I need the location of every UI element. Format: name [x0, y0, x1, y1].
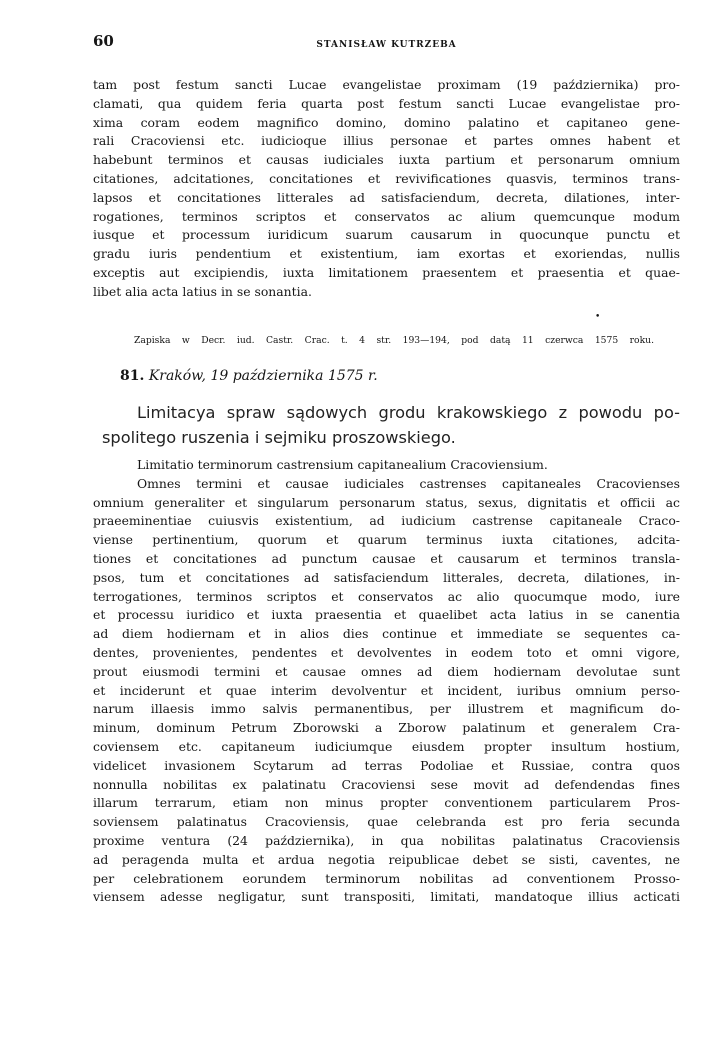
text-line: xima coram eodem magnifico domino, domino palatino et capitaneo gene-	[93, 114, 680, 130]
text-line: iusque et processum iuridicum suarum causarum in quocunque punctu et	[93, 227, 680, 243]
text-line: clamati, qua quidem feria quarta post festum sancti Lucae evangelistae pro-	[93, 95, 680, 111]
text-line: viense pertinentium, quorum et quarum terminus iuxta citationes, adcita-	[93, 532, 680, 548]
page-header	[93, 30, 680, 54]
text-line: rali Cracoviensi etc. iudicioque illius personae et partes omnes habent et	[93, 133, 680, 149]
text-line: tiones et concitationes ad punctum causae et causarum et terminos transla-	[93, 550, 680, 566]
text-line: gradu iuris pendentium et existentium, iam exortas et exoriendas, nullis	[93, 246, 680, 262]
title-line: spolitego ruszenia i sejmiku proszowskiego.	[102, 428, 456, 447]
text-line: ad peragenda multa et ardua negotia reipublicae debet se sisti, caventes, ne	[93, 851, 680, 867]
page-number: 60	[93, 32, 114, 50]
document-80-text	[93, 76, 680, 302]
text-line: prout eiusmodi termini et causae omnes ad diem hodiernam devolutae sunt	[93, 663, 680, 679]
text-line: per celebrationem eorundem terminorum nobilitas ad conventionem Prosso-	[93, 870, 680, 886]
text-line: lapsos et concitationes litterales ad satisfaciendum, decreta, dilationes, inter-	[93, 189, 680, 205]
text-line: rogationes, terminos scriptos et conservatos ac alium quemcunque modum	[93, 208, 680, 224]
text-line: et processu iuridico et iuxta praesentia et quaelibet acta latius in se canentia	[93, 607, 680, 623]
document-heading	[120, 368, 378, 384]
document-subtitle: Limitatio terminorum castrensium capitanealium Cracoviensium.	[137, 457, 548, 472]
text-line: proxime ventura (24 października), in qua nobilitas palatinatus Cracoviensis	[93, 832, 680, 848]
text-line: exceptis aut excipiendis, iuxta limitationem praesentem et praesentia et quae-	[93, 264, 680, 280]
source-note-block	[134, 332, 654, 350]
document-title	[102, 400, 680, 450]
text-line: nonnulla nobilitas ex palatinatu Cracoviensi sese movit ad defendendas fines	[93, 776, 680, 792]
running-title: STANISŁAW KUTRZEBA	[316, 40, 457, 50]
text-line: narum illaesis immo salvis permanentibus, per illustrem et magnificum do-	[93, 701, 680, 717]
text-line: coviensem etc. capitaneum iudiciumque eiusdem propter insultum hostium,	[93, 738, 680, 754]
text-line: viensem adesse negligatur, sunt transpositi, limitati, mandatoque illius acticati	[93, 889, 680, 905]
text-line: soviensem palatinatus Cracoviensis, quae celebranda est pro feria secunda	[93, 814, 680, 830]
text-line: tam post festum sancti Lucae evangelistae proximam (19 października) pro-	[93, 77, 680, 92]
text-line: terrogationes, terminos scriptos et conservatos ac alio quocumque modo, iure	[93, 588, 680, 604]
text-line: ad diem hodiernam et in alios dies continue et immediate se sequentes ca-	[93, 626, 680, 642]
text-line: psos, tum et concitationes ad satisfaciendum litterales, decreta, dilationes, in-	[93, 569, 680, 585]
text-line: habebunt terminos et causas iudiciales iuxta partium et personarum omnium	[93, 152, 680, 168]
text-line: minum, dominum Petrum Zborowski a Zborow palatinum et generalem Cra-	[93, 720, 680, 736]
text-line: libet alia acta latius in se sonantia.	[93, 283, 312, 299]
text-line: illarum terrarum, etiam non minus propter conventionem particularem Pros-	[93, 795, 680, 811]
text-line: praeeminentiae cuiusvis existentium, ad iudicium castrense capitaneale Craco-	[93, 513, 680, 529]
text-line: et inciderunt et quae interim devolventur et incident, iuribus omnium perso-	[93, 682, 680, 698]
source-note: Zapiska w Decr. iud. Castr. Crac. t. 4 str. 193—194, pod datą 11 czerwca 1575 roku.	[134, 335, 654, 346]
text-line: Omnes termini et causae iudiciales castrenses capitaneales Cracovienses	[137, 475, 680, 491]
document-place-date: Kraków, 19 października 1575 r.	[148, 368, 378, 384]
text-line: dentes, provenientes, pendentes et devolventes in eodem toto et omni vigore,	[93, 644, 680, 660]
document-81-text	[93, 456, 680, 907]
text-line: omnium generaliter et singularum personarum status, sexus, dignitatis et officii ac	[93, 494, 680, 510]
text-line: videlicet invasionem Scytarum ad terras Podoliae et Russiae, contra quos	[93, 757, 680, 773]
title-line: Limitacya spraw sądowych grodu krakowskiego z powodu po-	[137, 403, 680, 422]
text-line: citationes, adcitationes, concitationes et revivificationes quasvis, terminos trans-	[93, 170, 680, 186]
margin-mark: •	[595, 312, 601, 322]
document-number: 81.	[120, 368, 145, 384]
